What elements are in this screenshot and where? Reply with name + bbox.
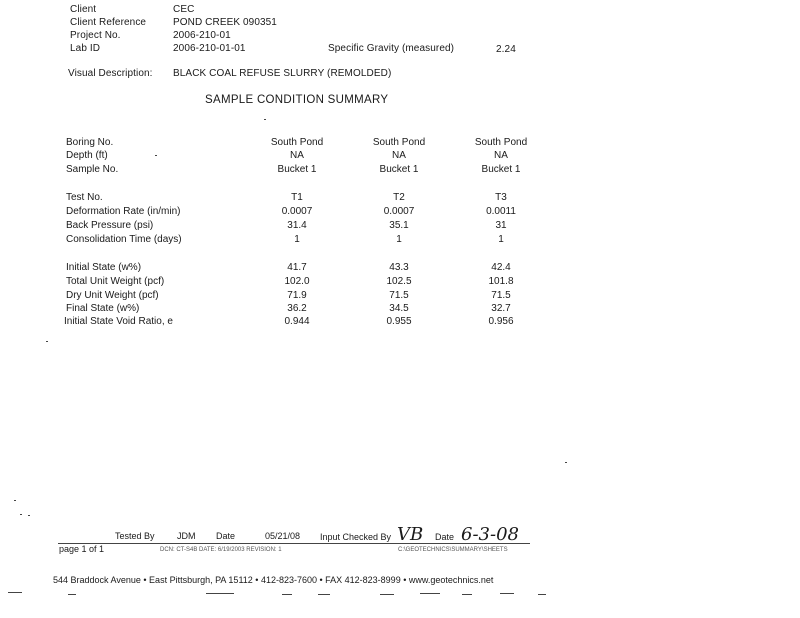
company-address: 544 Braddock Avenue • East Pittsburgh, PA 15112 • 412-823-7600 • FAX 412-823-8999 • www.geotechnics.net — [53, 575, 494, 585]
signature-rule — [58, 543, 530, 544]
row-label-sample: Sample No. — [66, 164, 119, 175]
col2-dry-unit-weight: 71.5 — [389, 290, 409, 301]
row-label-final-state-w: Final State (w%) — [66, 303, 140, 314]
lab-id-label: Lab ID — [70, 43, 101, 54]
col1-sample: Bucket 1 — [277, 164, 317, 175]
scan-artifact — [462, 594, 472, 595]
col1-test: T1 — [291, 192, 303, 203]
col1-boring: South Pond — [270, 137, 324, 148]
col2-test: T2 — [393, 192, 405, 203]
row-label-initial-state-w: Initial State (w%) — [66, 262, 142, 273]
checker-initials-signature: VB — [397, 524, 424, 545]
project-no-value: 2006-210-01 — [173, 30, 231, 41]
specific-gravity-value: 2.24 — [496, 44, 516, 55]
scan-artifact — [538, 594, 546, 595]
col2-initial-void-ratio: 0.955 — [386, 316, 412, 327]
scan-artifact — [500, 593, 514, 594]
row-label-consolidation-time: Consolidation Time (days) — [66, 234, 182, 245]
scan-artifact — [380, 594, 394, 595]
col1-initial-state-w: 41.7 — [287, 262, 307, 273]
row-label-back-pressure: Back Pressure (psi) — [66, 220, 154, 231]
scan-artifact — [206, 593, 234, 594]
col3-total-unit-weight: 101.8 — [488, 276, 514, 287]
client-reference-label: Client Reference — [70, 17, 147, 28]
page-title: SAMPLE CONDITION SUMMARY — [205, 94, 389, 106]
col3-dry-unit-weight: 71.5 — [491, 290, 511, 301]
scan-speck — [565, 462, 567, 463]
col2-consolidation-time: 1 — [396, 234, 402, 245]
col1-total-unit-weight: 102.0 — [284, 276, 310, 287]
check-date-handwritten: 6-3-08 — [461, 524, 519, 545]
client-value: CEC — [173, 4, 195, 15]
col3-sample: Bucket 1 — [481, 164, 521, 175]
client-label: Client — [70, 4, 97, 15]
date2-label: Date — [435, 532, 455, 542]
scan-artifact — [68, 594, 76, 595]
file-reference: C:\GEOTECHNICS\SUMMARY\SHEETS — [398, 547, 508, 553]
col2-depth: NA — [392, 150, 406, 161]
col1-deformation-rate: 0.0007 — [281, 206, 313, 217]
row-label-depth: Depth (ft) — [66, 150, 108, 161]
visual-description-label: Visual Description: — [68, 68, 153, 79]
scan-speck — [264, 119, 266, 120]
col3-final-state-w: 32.7 — [491, 303, 511, 314]
col1-depth: NA — [290, 150, 304, 161]
scan-speck — [155, 155, 157, 156]
client-reference-value: POND CREEK 090351 — [173, 17, 277, 28]
col3-consolidation-time: 1 — [498, 234, 504, 245]
tested-by-value: JDM — [177, 531, 196, 541]
col1-dry-unit-weight: 71.9 — [287, 290, 307, 301]
col1-initial-void-ratio: 0.944 — [284, 316, 310, 327]
col3-depth: NA — [494, 150, 508, 161]
col1-consolidation-time: 1 — [294, 234, 300, 245]
row-label-initial-void-ratio: Initial State Void Ratio, e — [64, 316, 173, 327]
date-label: Date — [216, 531, 236, 541]
scan-speck — [46, 341, 48, 342]
scan-artifact — [420, 593, 440, 594]
scan-speck — [20, 514, 22, 515]
row-label-boring: Boring No. — [66, 137, 114, 148]
col2-back-pressure: 35.1 — [389, 220, 409, 231]
col1-final-state-w: 36.2 — [287, 303, 307, 314]
specific-gravity-label: Specific Gravity (measured) — [328, 43, 455, 54]
row-label-test: Test No. — [66, 192, 103, 203]
col3-initial-void-ratio: 0.956 — [488, 316, 514, 327]
col2-deformation-rate: 0.0007 — [383, 206, 415, 217]
row-label-total-unit-weight: Total Unit Weight (pcf) — [66, 276, 165, 287]
col3-deformation-rate: 0.0011 — [486, 206, 516, 217]
project-no-label: Project No. — [70, 30, 121, 41]
col2-final-state-w: 34.5 — [389, 303, 409, 314]
col3-test: T3 — [495, 192, 507, 203]
col2-total-unit-weight: 102.5 — [386, 276, 412, 287]
row-label-deformation-rate: Deformation Rate (in/min) — [66, 206, 181, 217]
col3-boring: South Pond — [474, 137, 528, 148]
col2-sample: Bucket 1 — [379, 164, 419, 175]
form-reference: DCN: CT-S4B DATE: 6/19/2003 REVISION: 1 — [160, 547, 282, 553]
input-checked-by-label: Input Checked By — [320, 532, 392, 542]
scan-artifact — [318, 594, 330, 595]
lab-id-value: 2006-210-01-01 — [173, 43, 246, 54]
col3-initial-state-w: 42.4 — [491, 262, 511, 273]
scan-speck — [28, 515, 30, 516]
scan-speck — [14, 500, 16, 501]
scan-artifact — [282, 594, 292, 595]
tested-by-label: Tested By — [115, 531, 155, 541]
page-number: page 1 of 1 — [59, 544, 105, 554]
visual-description-value: BLACK COAL REFUSE SLURRY (REMOLDED) — [173, 68, 392, 79]
col1-back-pressure: 31.4 — [287, 220, 307, 231]
scan-artifact — [8, 592, 22, 593]
col2-boring: South Pond — [372, 137, 426, 148]
col2-initial-state-w: 43.3 — [389, 262, 409, 273]
row-label-dry-unit-weight: Dry Unit Weight (pcf) — [66, 290, 159, 301]
date-value: 05/21/08 — [265, 531, 301, 541]
col3-back-pressure: 31 — [495, 220, 507, 231]
